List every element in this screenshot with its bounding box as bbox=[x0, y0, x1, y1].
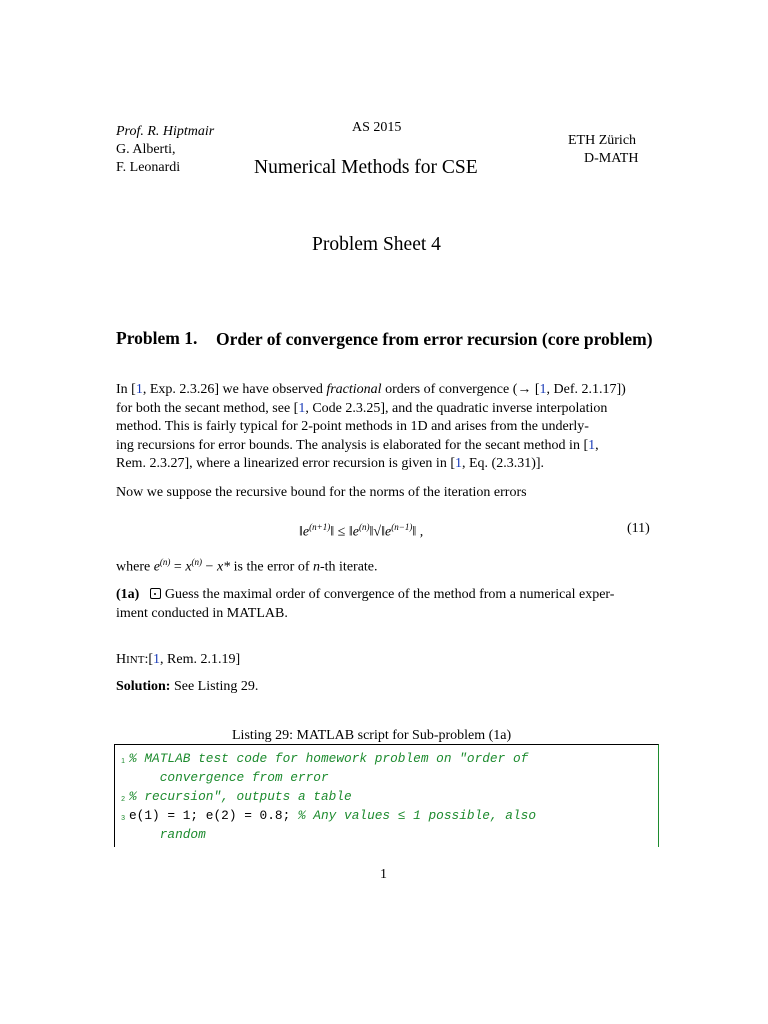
term: AS 2015 bbox=[352, 120, 402, 135]
citation-link[interactable]: 1 bbox=[539, 382, 547, 397]
citation-link[interactable]: 1 bbox=[298, 400, 306, 416]
problem-title: Order of convergence from error recursion (core problem) bbox=[216, 329, 653, 349]
intro-line-4: ing recursions for error bounds. The analysis is elaborated for the secant method in [1, bbox=[116, 437, 599, 453]
code-listing bbox=[114, 744, 659, 847]
equation: $‖e^{(n+1)}‖$ ≤ $‖e^{(n)}‖√‖e^{(n-1)}‖$ , bbox=[299, 522, 424, 540]
intro-line-5: Rem. 2.3.27], where a linearized error recursion is given in [1, Eq. (2.3.31)]. bbox=[116, 456, 545, 472]
subproblem-label: (1a) bbox=[116, 587, 140, 602]
citation-link[interactable]: 1 bbox=[153, 652, 161, 667]
code-line-2: 2 % recursion", outputs a table bbox=[121, 789, 352, 804]
where-text: where $e^{(n)} = x^{(n)} - x*$ is the error of n-th iterate. bbox=[116, 557, 378, 575]
equation-number: (11) bbox=[627, 521, 650, 536]
department: D-MATH bbox=[584, 151, 639, 166]
code-line-3-cont: random bbox=[129, 827, 206, 842]
intro-line-2: for both the secant method, see [1, Code 2.3.25], and the quadratic inverse interpolation bbox=[116, 400, 608, 416]
institution: ETH Zürich bbox=[568, 133, 637, 148]
intro-line-3: method. This is fairly typical for 2-point methods in 1D and arises from the underly- bbox=[116, 419, 589, 435]
core-problem-icon bbox=[150, 588, 161, 599]
now-text: Now we suppose the recursive bound for the norms of the iteration errors bbox=[116, 485, 527, 500]
author-leonardi: F. Leonardi bbox=[116, 160, 181, 175]
citation-link[interactable]: 1 bbox=[135, 382, 143, 397]
code-line-1: 1 % MATLAB test code for homework problem on "order of bbox=[121, 751, 529, 766]
course-title: Numerical Methods for CSE bbox=[254, 157, 478, 178]
listing-caption: Listing 29: MATLAB script for Sub-problem (1a) bbox=[232, 728, 512, 743]
problem-label: Problem 1. bbox=[116, 328, 198, 348]
page-number: 1 bbox=[380, 867, 387, 882]
sheet-title: Problem Sheet 4 bbox=[312, 234, 441, 255]
citation-link[interactable]: 1 bbox=[455, 456, 462, 472]
code-line-1-cont: convergence from error bbox=[129, 770, 329, 785]
solution: Solution: See Listing 29. bbox=[116, 679, 259, 694]
intro-line-1: In [1, Exp. 2.3.26] we have observed fractional orders of convergence (→ [1, Def. 2.1.17]) bbox=[116, 382, 626, 397]
author-alberti: G. Alberti, bbox=[116, 142, 176, 157]
intro-paragraph bbox=[116, 381, 653, 474]
code-line-3: 3 e(1) = 1; e(2) = 0.8; % Any values ≤ 1 possible, also bbox=[121, 808, 537, 823]
author-hiptmair: Prof. R. Hiptmair bbox=[116, 124, 215, 139]
hint: HINT:[1, Rem. 2.1.19] bbox=[116, 652, 241, 667]
citation-link[interactable]: 1 bbox=[588, 437, 596, 453]
subproblem-1a: (1a) Guess the maximal order of convergence of the method from a numerical exper- iment conducted in MATLAB. bbox=[116, 587, 615, 621]
